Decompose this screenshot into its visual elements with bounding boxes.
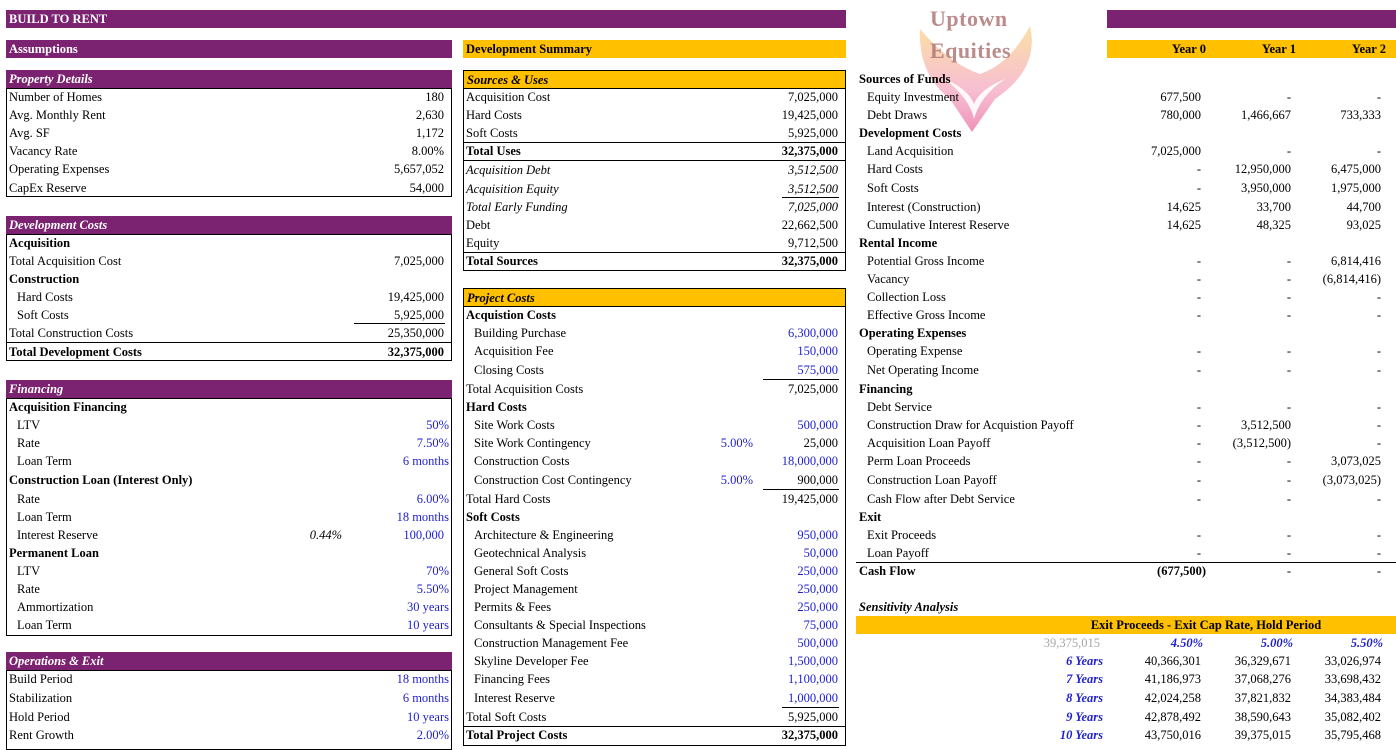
- pc-acq-total-label: Total Acquisition Costs: [466, 382, 584, 396]
- sens-value: 42,878,492: [1144, 710, 1201, 724]
- cf-section-label: Rental Income: [859, 236, 938, 250]
- property-row-value: 5,657,052: [394, 162, 444, 176]
- cf-year1-value: 3,950,000: [1241, 181, 1291, 195]
- pc-soft-row-label: Interest Reserve: [474, 691, 555, 705]
- cf-row-label: Potential Gross Income: [867, 254, 985, 268]
- su-soft-value: 5,925,000: [788, 126, 838, 140]
- fin-ireserve-input[interactable]: 100,000: [403, 528, 444, 542]
- cf-year1-value: (3,512,500): [1232, 436, 1291, 450]
- cf-row-label: Cash Flow after Debt Service: [867, 492, 1015, 506]
- sens-value: 35,082,402: [1324, 710, 1381, 724]
- ops-row-label: Stabilization: [9, 691, 73, 705]
- cf-row-label: Effective Gross Income: [867, 308, 986, 322]
- cf-year1-value: -: [1286, 400, 1291, 414]
- pc-hard-row-value[interactable]: 18,000,000: [781, 454, 838, 468]
- cashflow-title-bar: [1107, 10, 1396, 28]
- cf-year0-value: (677,500): [1157, 564, 1206, 578]
- cf-row-label: Acquisition Loan Payoff: [867, 436, 991, 450]
- cf-year0-value: 14,625: [1166, 200, 1201, 214]
- cf-year2-value: -: [1376, 492, 1381, 506]
- sens-value: 39,375,015: [1234, 728, 1291, 742]
- su-total-uses-label: Total Uses: [466, 144, 521, 158]
- cf-year2-value: 44,700: [1346, 200, 1381, 214]
- cf-year2-value: 3,073,025: [1331, 454, 1381, 468]
- cf-year0-value: 7,025,000: [1151, 144, 1201, 158]
- cf-year0-value: 780,000: [1160, 108, 1201, 122]
- pc-soft-row-label: Skyline Developer Fee: [474, 654, 589, 668]
- sens-hold-period: 9 Years: [1066, 710, 1103, 724]
- fin-ltv-label: LTV: [17, 418, 41, 432]
- pc-soft-row-input[interactable]: 250,000: [797, 600, 838, 614]
- ops-row-input[interactable]: 6 months: [402, 691, 449, 705]
- cf-year1-value: 48,325: [1256, 218, 1291, 232]
- pc-acq-row-label: Closing Costs: [474, 363, 544, 377]
- pc-soft-row-label: Project Management: [474, 582, 578, 596]
- cf-row-label: Hard Costs: [867, 162, 923, 176]
- pc-hard-row-pct[interactable]: 5.00%: [720, 473, 753, 487]
- fin-rate-input[interactable]: 7.50%: [416, 436, 449, 450]
- cf-year2-value: 6,814,416: [1331, 254, 1381, 268]
- cf-year0-value: -: [1196, 418, 1201, 432]
- dev-soft-value: 5,925,000: [394, 308, 444, 322]
- pc-acq-row-input[interactable]: 575,000: [797, 363, 838, 377]
- ops-row-input[interactable]: 2.00%: [416, 728, 449, 742]
- cf-total-line: [856, 562, 1396, 563]
- cf-year0-value: -: [1196, 162, 1201, 176]
- cf-year2-value: -: [1376, 436, 1381, 450]
- property-row-label: Avg. SF: [9, 126, 50, 140]
- cf-year2-value: -: [1376, 418, 1381, 432]
- cf-year0-value: -: [1196, 546, 1201, 560]
- cf-year0-value: -: [1196, 528, 1201, 542]
- sens-value: 36,329,671: [1234, 654, 1291, 668]
- cf-year2-value: -: [1376, 363, 1381, 377]
- fin-acq-label: Acquisition Financing: [9, 400, 127, 414]
- property-row-label: Avg. Monthly Rent: [9, 108, 106, 122]
- sens-value: 37,821,832: [1234, 691, 1291, 705]
- cf-year1-value: -: [1286, 363, 1291, 377]
- cf-year1-value: -: [1286, 272, 1291, 286]
- cf-year0-value: -: [1196, 308, 1201, 322]
- cap-rate-1: 4.50%: [1170, 636, 1203, 650]
- cf-year0-value: -: [1196, 436, 1201, 450]
- dev-hard-value: 19,425,000: [387, 290, 444, 304]
- fin-pamort-input[interactable]: 30 years: [407, 600, 449, 614]
- property-row-label: Operating Expenses: [9, 162, 110, 176]
- fin-prate-label: Rate: [17, 582, 40, 596]
- cf-row-label: Collection Loss: [867, 290, 946, 304]
- cf-row-label: Land Acquisition: [867, 144, 954, 158]
- fin-pltv-label: LTV: [17, 564, 41, 578]
- property-row-label: CapEx Reserve: [9, 181, 87, 195]
- sources-uses-header: Sources & Uses: [463, 70, 846, 88]
- cf-year2-value: -: [1376, 144, 1381, 158]
- pc-soft-label: Soft Costs: [466, 510, 520, 524]
- pc-acq-row-label: Building Purchase: [474, 326, 567, 340]
- cf-year2-value: 6,475,000: [1331, 162, 1381, 176]
- cf-year0-value: -: [1196, 400, 1201, 414]
- su-total-uses-value: 32,375,000: [781, 144, 838, 158]
- cf-year0-value: -: [1196, 454, 1201, 468]
- pc-hard-total-value: 19,425,000: [781, 492, 838, 506]
- pc-soft-row-input[interactable]: 1,500,000: [788, 654, 838, 668]
- cf-section-label: Financing: [859, 382, 913, 396]
- cf-section-label: Sources of Funds: [859, 72, 951, 86]
- fin-prate-input[interactable]: 5.50%: [416, 582, 449, 596]
- fin-crate-label: Rate: [17, 492, 40, 506]
- dev-acq-total-label: Total Acquisition Cost: [9, 254, 122, 268]
- fin-crate-input[interactable]: 6.00%: [416, 492, 449, 506]
- cf-section-label: Operating Expenses: [859, 326, 967, 340]
- cf-year0-value: 677,500: [1160, 90, 1201, 104]
- cf-section-label: Development Costs: [859, 126, 962, 140]
- cf-year0-value: 14,625: [1166, 218, 1201, 232]
- cf-row-label: Vacancy: [867, 272, 910, 286]
- sens-value: 42,024,258: [1144, 691, 1201, 705]
- sens-hold-period: 8 Years: [1066, 691, 1103, 705]
- cf-row-label: Interest (Construction): [867, 200, 981, 214]
- cf-year1-value: -: [1286, 308, 1291, 322]
- pc-hard-row-label: Construction Cost Contingency: [474, 473, 632, 487]
- su-total-sources-label: Total Sources: [466, 254, 538, 268]
- pc-hard-row-value[interactable]: 500,000: [797, 418, 838, 432]
- fin-pltv-input[interactable]: 70%: [426, 564, 449, 578]
- fin-perm-label: Permanent Loan: [9, 546, 99, 560]
- cf-year0-value: -: [1196, 181, 1201, 195]
- cf-year2-value: (6,814,416): [1322, 272, 1381, 286]
- cf-row-label: Soft Costs: [867, 181, 919, 195]
- cf-section-label: Exit: [859, 510, 882, 524]
- cf-year1-value: -: [1286, 144, 1291, 158]
- development-summary-header: Development Summary: [463, 40, 846, 58]
- cf-row-label: Cumulative Interest Reserve: [867, 218, 1010, 232]
- pc-soft-row-label: Permits & Fees: [474, 600, 552, 614]
- ops-row-label: Build Period: [9, 672, 73, 686]
- cf-year1-value: -: [1286, 290, 1291, 304]
- cf-row-label: Construction Draw for Acquistion Payoff: [867, 418, 1074, 432]
- cf-year2-value: -: [1376, 400, 1381, 414]
- cf-row-label: Cash Flow: [859, 564, 916, 578]
- property-row-value: 180: [425, 90, 444, 104]
- dev-acq-total-value: 7,025,000: [394, 254, 444, 268]
- cf-year1-value: -: [1286, 528, 1291, 542]
- cf-row-label: Loan Payoff: [867, 546, 929, 560]
- cf-year0-value: -: [1196, 344, 1201, 358]
- fin-cterm-label: Loan Term: [17, 510, 72, 524]
- property-row-value: 54,000: [409, 181, 444, 195]
- cf-year1-value: -: [1286, 344, 1291, 358]
- pc-soft-row-label: Financing Fees: [474, 672, 551, 686]
- pc-acq-row-input[interactable]: 150,000: [797, 344, 838, 358]
- dev-hard-label: Hard Costs: [17, 290, 73, 304]
- pc-soft-row-label: Architecture & Engineering: [474, 528, 614, 542]
- pc-acq-row-label: Acquisition Fee: [474, 344, 554, 358]
- cf-year1-value: -: [1286, 564, 1291, 578]
- dev-cons-label: Construction: [9, 272, 80, 286]
- year-2-header: Year 2: [1351, 42, 1386, 56]
- workbook-title: BUILD TO RENT: [6, 10, 846, 28]
- cf-year2-value: (3,073,025): [1322, 473, 1381, 487]
- pc-soft-row-label: Construction Management Fee: [474, 636, 629, 650]
- fin-term-input[interactable]: 6 months: [402, 454, 449, 468]
- cf-year1-value: -: [1286, 90, 1291, 104]
- property-row-label: Vacancy Rate: [9, 144, 78, 158]
- property-row-value: 2,630: [415, 108, 444, 122]
- sens-hold-period: 6 Years: [1066, 654, 1103, 668]
- su-debt-label: Debt: [466, 218, 491, 232]
- sens-value: 34,383,484: [1324, 691, 1381, 705]
- pc-hard-row-label: Site Work Contingency: [474, 436, 591, 450]
- fin-rate-label: Rate: [17, 436, 40, 450]
- sens-value: 35,795,468: [1324, 728, 1381, 742]
- pc-hard-row-pct[interactable]: 5.00%: [720, 436, 753, 450]
- pc-hard-row-value: 25,000: [803, 436, 838, 450]
- cf-row-label: Exit Proceeds: [867, 528, 937, 542]
- pc-soft-row-label: General Soft Costs: [474, 564, 569, 578]
- su-acq-label: Acquisition Cost: [466, 90, 551, 104]
- cf-row-label: Construction Loan Payoff: [867, 473, 997, 487]
- pc-acq-row-input[interactable]: 6,300,000: [788, 326, 838, 340]
- sens-value: 43,750,016: [1144, 728, 1201, 742]
- ops-row-input[interactable]: 18 months: [396, 672, 449, 686]
- sens-value: 41,186,973: [1144, 672, 1201, 686]
- ops-row-label: Hold Period: [9, 710, 70, 724]
- su-soft-label: Soft Costs: [466, 126, 518, 140]
- cf-year1-value: -: [1286, 546, 1291, 560]
- su-hard-value: 19,425,000: [781, 108, 838, 122]
- cf-year2-value: -: [1376, 308, 1381, 322]
- su-adebt-label: Acquisition Debt: [466, 163, 551, 177]
- fin-cterm-input[interactable]: 18 months: [396, 510, 449, 524]
- cap-rate-2: 5.00%: [1260, 636, 1293, 650]
- pc-hard-row-label: Construction Costs: [474, 454, 570, 468]
- cf-year2-value: 1,975,000: [1331, 181, 1381, 195]
- cf-year2-value: -: [1376, 528, 1381, 542]
- fin-pterm-label: Loan Term: [17, 618, 72, 632]
- pc-soft-row-input[interactable]: 1,000,000: [788, 691, 838, 705]
- sensitivity-title: Sensitivity Analysis: [859, 600, 959, 614]
- ops-row-label: Rent Growth: [9, 728, 74, 742]
- sensitivity-corner: 39,375,015: [1043, 636, 1100, 650]
- cf-row-label: Net Operating Income: [867, 363, 979, 377]
- pc-soft-row-input[interactable]: 75,000: [803, 618, 838, 632]
- cf-year2-value: 93,025: [1346, 218, 1381, 232]
- su-aequity-label: Acquisition Equity: [466, 182, 559, 196]
- operations-exit-header: Operations & Exit: [6, 652, 452, 670]
- cf-year1-value: -: [1286, 254, 1291, 268]
- dev-total-value: 32,375,000: [387, 345, 444, 359]
- logo-text-1: Uptown: [930, 6, 1008, 31]
- su-total-sources-value: 32,375,000: [781, 254, 838, 268]
- fin-ltv-input[interactable]: 50%: [426, 418, 449, 432]
- fin-pterm-input[interactable]: 10 years: [407, 618, 449, 632]
- pc-soft-row-input[interactable]: 250,000: [797, 582, 838, 596]
- pc-soft-row-input[interactable]: 250,000: [797, 564, 838, 578]
- sensitivity-header: [856, 616, 1396, 634]
- su-early-label: Total Early Funding: [466, 200, 568, 214]
- cf-year1-value: -: [1286, 492, 1291, 506]
- pc-soft-total-label: Total Soft Costs: [466, 710, 547, 724]
- su-hard-label: Hard Costs: [466, 108, 522, 122]
- property-row-value: 1,172: [415, 126, 444, 140]
- pc-soft-row-input[interactable]: 500,000: [797, 636, 838, 650]
- pc-acq-total-value: 7,025,000: [788, 382, 838, 396]
- fin-ireserve-pct: 0.44%: [309, 528, 342, 542]
- cf-year2-value: -: [1376, 564, 1381, 578]
- su-equity-label: Equity: [466, 236, 500, 250]
- pc-total-label: Total Project Costs: [466, 728, 568, 742]
- su-adebt-value: 3,512,500: [788, 163, 838, 177]
- logo-text-2: Equities: [930, 38, 1012, 63]
- su-acq-value: 7,025,000: [788, 90, 838, 104]
- sens-value: 38,590,643: [1234, 710, 1291, 724]
- cf-year1-value: 33,700: [1256, 200, 1291, 214]
- sens-hold-period: 7 Years: [1066, 672, 1103, 686]
- cf-row-label: Debt Service: [867, 400, 932, 414]
- su-equity-value: 9,712,500: [788, 236, 838, 250]
- cf-year0-value: -: [1196, 272, 1201, 286]
- sens-value: 33,026,974: [1324, 654, 1381, 668]
- cap-rate-3: 5.50%: [1350, 636, 1383, 650]
- ops-row-input[interactable]: 10 years: [407, 710, 449, 724]
- property-row-label: Number of Homes: [9, 90, 103, 104]
- pc-soft-row-label: Geotechnical Analysis: [474, 546, 587, 560]
- fin-cons-label: Construction Loan (Interest Only): [9, 473, 193, 487]
- pc-hard-label: Hard Costs: [466, 400, 527, 414]
- pc-soft-total-value: 5,925,000: [788, 710, 838, 724]
- project-costs-header: Project Costs: [463, 288, 846, 306]
- dev-acq-label: Acquisition: [9, 236, 71, 250]
- dev-total-label: Total Development Costs: [9, 345, 142, 359]
- property-row-value: 8.00%: [411, 144, 444, 158]
- su-debt-value: 22,662,500: [781, 218, 838, 232]
- dev-cons-total-value: 25,350,000: [387, 326, 444, 340]
- pc-hard-row-label: Site Work Costs: [474, 418, 555, 432]
- pc-acq-label: Acquistion Costs: [466, 308, 556, 322]
- sensitivity-header-label: Exit Proceeds - Exit Cap Rate, Hold Period: [1090, 618, 1322, 632]
- pc-soft-row-input[interactable]: 950,000: [797, 528, 838, 542]
- sens-hold-period: 10 Years: [1059, 728, 1103, 742]
- pc-hard-row-value: 900,000: [797, 473, 838, 487]
- su-aequity-value: 3,512,500: [788, 182, 838, 196]
- cf-row-label: Operating Expense: [867, 344, 963, 358]
- sens-value: 33,698,432: [1324, 672, 1381, 686]
- fin-pamort-label: Ammortization: [17, 600, 94, 614]
- cf-year0-value: -: [1196, 492, 1201, 506]
- financing-header: Financing: [6, 380, 452, 398]
- pc-hard-total-label: Total Hard Costs: [466, 492, 551, 506]
- development-costs-header: Development Costs: [6, 216, 452, 234]
- cf-row-label: Debt Draws: [867, 108, 928, 122]
- cf-year2-value: -: [1376, 90, 1381, 104]
- cf-year2-value: -: [1376, 546, 1381, 560]
- pc-total-value: 32,375,000: [781, 728, 838, 742]
- dev-cons-total-label: Total Construction Costs: [9, 326, 134, 340]
- dev-soft-label: Soft Costs: [17, 308, 69, 322]
- cf-year1-value: -: [1286, 454, 1291, 468]
- cf-year2-value: -: [1376, 290, 1381, 304]
- year-1-header: Year 1: [1261, 42, 1296, 56]
- fin-term-label: Loan Term: [17, 454, 72, 468]
- cf-year0-value: -: [1196, 254, 1201, 268]
- cf-year2-value: -: [1376, 344, 1381, 358]
- cf-row-label: Equity Investment: [867, 90, 959, 104]
- su-early-value: 7,025,000: [788, 200, 838, 214]
- year-0-header: Year 0: [1171, 42, 1206, 56]
- cf-year1-value: 12,950,000: [1234, 162, 1291, 176]
- cf-year2-value: 733,333: [1340, 108, 1381, 122]
- assumptions-header: Assumptions: [6, 40, 452, 58]
- pc-soft-row-label: Consultants & Special Inspections: [474, 618, 646, 632]
- pc-soft-row-input[interactable]: 1,100,000: [788, 672, 838, 686]
- cf-year1-value: 3,512,500: [1241, 418, 1291, 432]
- cf-year0-value: -: [1196, 363, 1201, 377]
- cf-year0-value: -: [1196, 290, 1201, 304]
- cf-year0-value: -: [1196, 473, 1201, 487]
- sens-value: 40,366,301: [1144, 654, 1201, 668]
- sens-value: 37,068,276: [1234, 672, 1291, 686]
- cf-year1-value: -: [1286, 473, 1291, 487]
- property-details-header: Property Details: [6, 70, 452, 88]
- fin-ireserve-label: Interest Reserve: [17, 528, 98, 542]
- cf-year1-value: 1,466,667: [1241, 108, 1291, 122]
- pc-soft-row-input[interactable]: 50,000: [803, 546, 838, 560]
- cf-row-label: Perm Loan Proceeds: [867, 454, 971, 468]
